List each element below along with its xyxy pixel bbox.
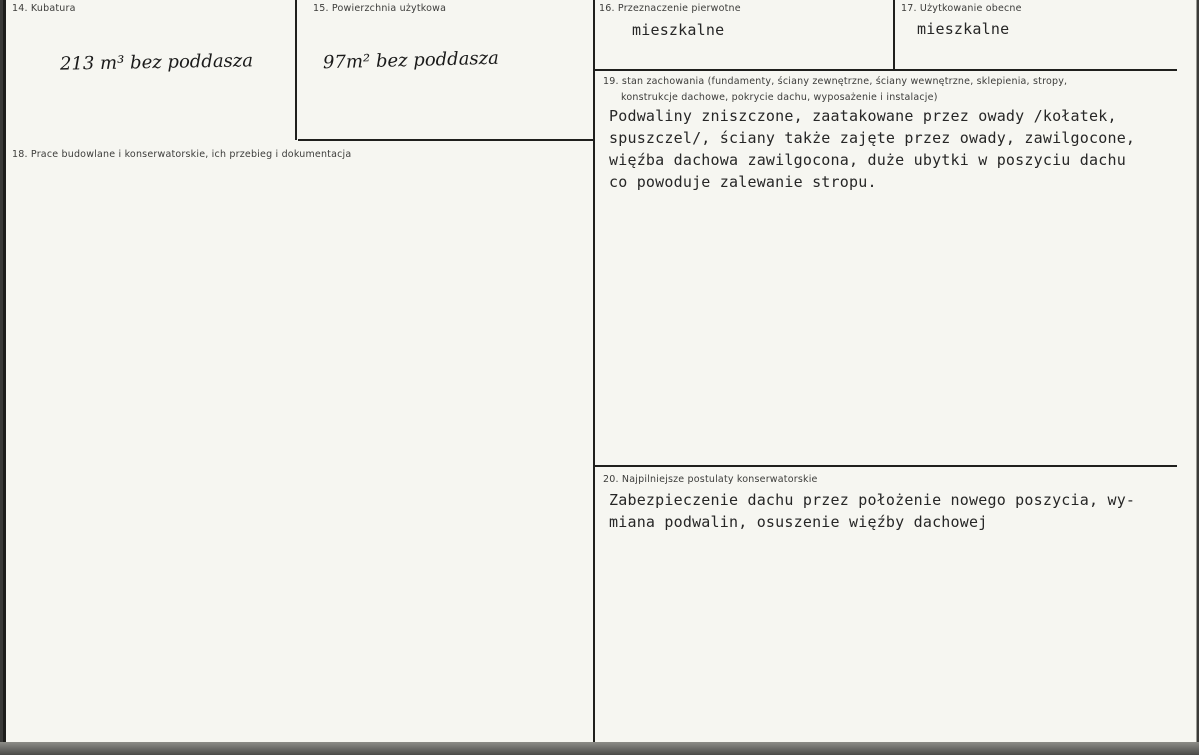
field-15-label: 15. Powierzchnia użytkowa — [313, 3, 447, 14]
field-15-handwritten-value: 97m² bez poddasza — [322, 47, 500, 74]
field-14-label: 14. Kubatura — [12, 3, 76, 14]
field-16-value: mieszkalne — [632, 21, 725, 39]
field-20-line: Zabezpieczenie dachu przez położenie nowego poszycia, wy- — [609, 491, 1136, 509]
divider-vertical-16-17 — [893, 0, 895, 70]
field-20-line: miana podwalin, osuszenie więźby dachowej — [609, 513, 988, 531]
divider-horizontal-16-17 — [595, 69, 1177, 71]
record-card — [3, 0, 1197, 742]
scanner-bottom-edge — [0, 742, 1199, 755]
field-17-value: mieszkalne — [917, 20, 1010, 38]
divider-vertical-main — [593, 0, 595, 742]
field-19-line: co powoduje zalewanie stropu. — [609, 173, 877, 191]
divider-horizontal-14-15 — [298, 139, 594, 141]
field-19-line: więźba dachowa zawilgocona, duże ubytki w poszyciu dachu — [609, 151, 1126, 169]
field-19-line: spuszczel/, ściany także zajęte przez owady, zawilgocone, — [609, 129, 1136, 147]
divider-horizontal-19-20 — [595, 465, 1177, 467]
field-20-label: 20. Najpilniejsze postulaty konserwatorskie — [603, 474, 818, 485]
field-19-line: Podwaliny zniszczone, zaatakowane przez owady /kołatek, — [609, 107, 1117, 125]
field-14-handwritten-value: 213 m³ bez poddasza — [59, 50, 254, 75]
field-18-label: 18. Prace budowlane i konserwatorskie, ich przebieg i dokumentacja — [12, 149, 352, 160]
divider-vertical-14-15 — [295, 0, 297, 140]
field-19-label: 19. stan zachowania (fundamenty, ściany zewnętrzne, ściany wewnętrzne, sklepienia, stropy, — [603, 76, 1068, 87]
field-17-label: 17. Użytkowanie obecne — [901, 3, 1022, 14]
field-19-label-continued: konstrukcje dachowe, pokrycie dachu, wyposażenie i instalacje) — [621, 92, 938, 103]
field-16-label: 16. Przeznaczenie pierwotne — [599, 3, 741, 14]
